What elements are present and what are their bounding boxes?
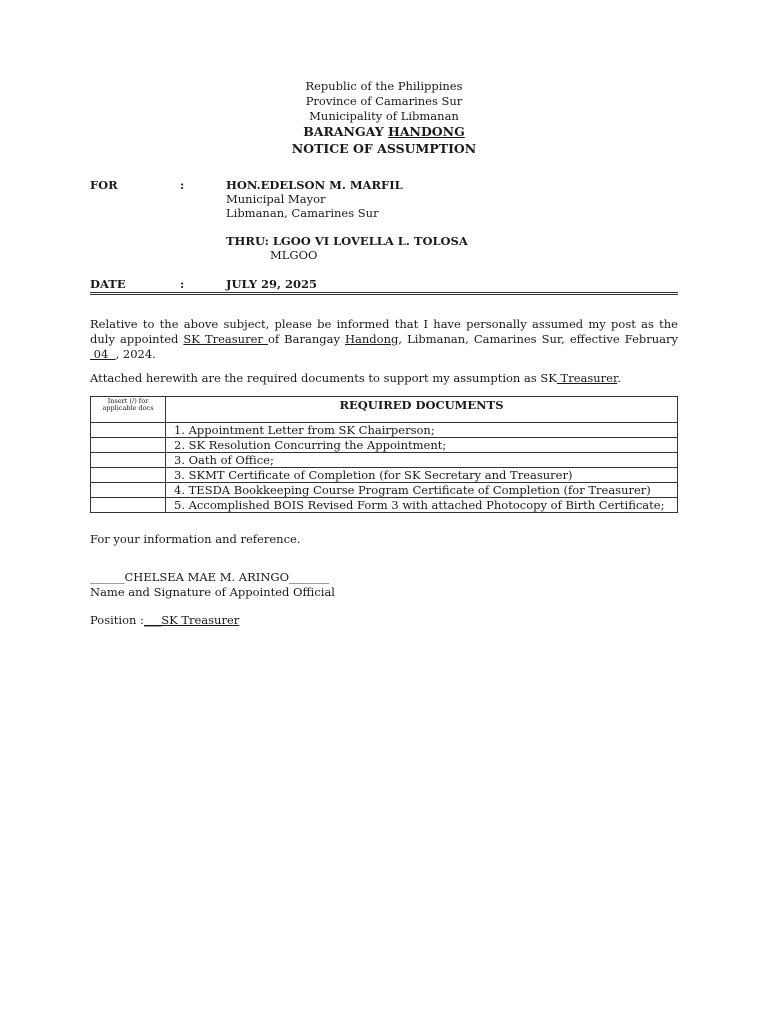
document-cell: 4. TESDA Bookkeeping Course Program Certificate of Completion (for Treasurer): [166, 483, 678, 498]
barangay-name: HANDONG: [388, 124, 465, 139]
header-republic: Republic of the Philippines: [305, 79, 463, 93]
paragraph-text: .: [617, 371, 621, 385]
thru-line: THRU: LGOO VI LOVELLA L. TOLOSA: [226, 234, 468, 248]
check-cell[interactable]: [91, 498, 166, 513]
table-row: [91, 453, 678, 468]
for-label: FOR: [90, 178, 118, 192]
signatory-name: ______CHELSEA MAE M. ARINGO_______: [90, 570, 330, 584]
barangay-text: Handong: [345, 332, 399, 346]
table-row: [91, 468, 678, 483]
signature-label: Name and Signature of Appointed Official: [90, 585, 335, 599]
divider-line-bottom: [90, 294, 678, 295]
date-value: JULY 29, 2025: [226, 277, 318, 291]
check-cell[interactable]: [91, 483, 166, 498]
barangay-prefix: BARANGAY: [303, 124, 389, 139]
paragraph-text: , 2024.: [115, 347, 156, 361]
position-text: Treasurer: [556, 371, 618, 385]
thru-title: MLGOO: [270, 248, 318, 262]
document-cell: 1. Appointment Letter from SK Chairperson;: [166, 423, 678, 438]
paragraph-text: Attached herewith are the required documents to support my assumption as SK: [90, 371, 557, 385]
addressee-address: Libmanan, Camarines Sur: [226, 206, 379, 220]
table-header-row: [91, 397, 678, 423]
position-value: ___SK Treasurer: [143, 613, 240, 627]
position-label: Position :: [90, 613, 144, 627]
check-cell[interactable]: [91, 453, 166, 468]
documents-column-header: REQUIRED DOCUMENTS: [166, 397, 678, 423]
required-documents-table: [90, 396, 678, 513]
closing-line: For your information and reference.: [90, 532, 301, 546]
position-text: SK Treasurer: [183, 332, 268, 346]
addressee-position: Municipal Mayor: [226, 192, 326, 206]
date-colon: :: [180, 277, 185, 291]
paragraph-text: of Barangay: [267, 332, 345, 346]
for-colon: :: [180, 178, 185, 192]
notice-title: NOTICE OF ASSUMPTION: [291, 141, 477, 156]
check-cell[interactable]: [91, 423, 166, 438]
table-row: [91, 483, 678, 498]
paragraph-text: Relative to the above subject, please be informed that I have personally assumed my post as the duly appointed: [90, 317, 678, 346]
document-cell: 3. SKMT Certificate of Completion (for SK Secretary and Treasurer): [166, 468, 678, 483]
header-province: Province of Camarines Sur: [305, 94, 463, 108]
table-row: [91, 498, 678, 513]
document-cell: 5. Accomplished BOIS Revised Form 3 with attached Photocopy of Birth Certificate;: [166, 498, 678, 513]
check-cell[interactable]: [91, 468, 166, 483]
effective-day: 04: [90, 347, 116, 361]
date-label: DATE: [90, 277, 126, 291]
check-cell[interactable]: [91, 438, 166, 453]
header-municipality: Municipality of Libmanan: [309, 109, 459, 123]
paragraph-text: , Libmanan, Camarines Sur, effective February: [398, 332, 678, 346]
divider-line-top: [90, 292, 678, 293]
checkbox-column-header: Insert (/) for applicable docs: [91, 397, 166, 423]
header-barangay: [0, 124, 768, 139]
position-line: [90, 613, 239, 628]
addressee-name: HON.EDELSON M. MARFIL: [226, 178, 403, 192]
document-cell: 3. Oath of Office;: [166, 453, 678, 468]
table-row: [91, 423, 678, 438]
document-cell: 2. SK Resolution Concurring the Appointment;: [166, 438, 678, 453]
table-row: [91, 438, 678, 453]
attached-paragraph: [90, 371, 621, 386]
assumption-paragraph: [90, 317, 678, 362]
